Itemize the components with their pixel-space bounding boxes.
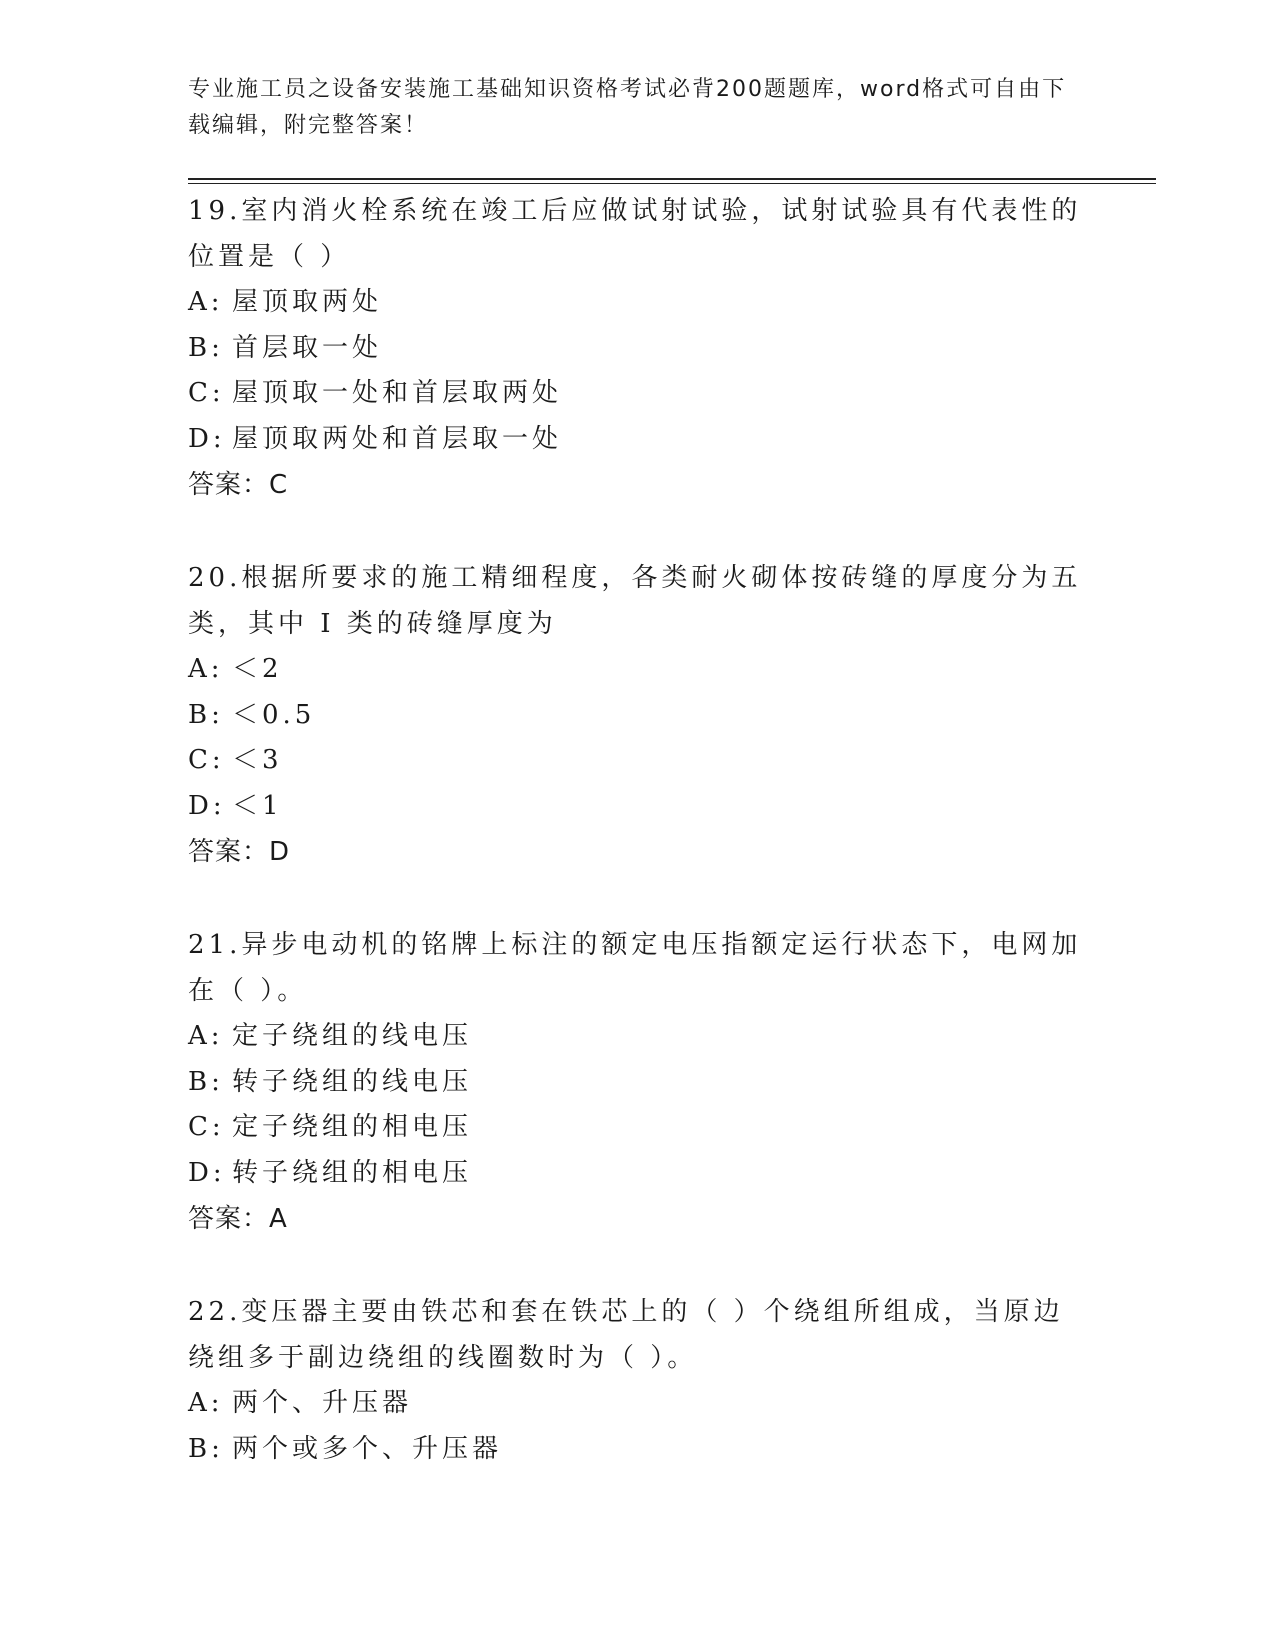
option-b (188, 326, 1088, 372)
option-text: 屋顶取两处和首层取一处 (232, 423, 563, 454)
option-d (188, 417, 1088, 463)
question-21 (188, 922, 1088, 1242)
answer-line: 答案：A (188, 1204, 288, 1234)
option-letter: A: (188, 287, 224, 317)
question-22 (188, 1289, 1088, 1472)
option-text: 屋顶取一处和首层取两处 (232, 378, 563, 408)
option-text: 屋顶取两处 (232, 287, 383, 317)
question-stem: 19.室内消火栓系统在竣工后应做试射试验，试射试验具有代表性的位置是（ ） (188, 196, 1082, 272)
option-letter: B: (188, 1433, 224, 1464)
option-letter: B: (188, 1066, 224, 1097)
option-letter: D: (188, 423, 226, 454)
option-letter: B: (188, 332, 224, 363)
document-header: 专业施工员之设备安装施工基础知识资格考试必背200题题库，word格式可自由下载编辑，附完整答案！ (188, 77, 1067, 138)
question-19 (188, 188, 1088, 508)
question-20 (188, 555, 1088, 875)
option-b (188, 1427, 1088, 1473)
header-rule-thick (188, 178, 1156, 180)
option-text: ＜0.5 (232, 699, 316, 730)
option-c (188, 738, 1088, 784)
option-letter: C: (188, 378, 225, 408)
option-text: 转子绕组的线电压 (232, 1066, 473, 1097)
option-a (188, 647, 1088, 693)
header-rule-thin (188, 183, 1156, 184)
option-letter: A: (188, 1021, 224, 1051)
option-a (188, 1014, 1088, 1060)
option-letter: C: (188, 745, 225, 775)
option-text: ＜3 (232, 745, 283, 775)
answer-line: 答案：D (188, 837, 291, 867)
option-letter: D: (188, 790, 226, 821)
option-text: ＜1 (232, 790, 283, 821)
option-text: 首层取一处 (232, 332, 383, 363)
option-c (188, 371, 1088, 417)
option-d (188, 784, 1088, 830)
question-stem: 21.异步电动机的铭牌上标注的额定电压指额定运行状态下，电网加在（ ）。 (188, 930, 1082, 1006)
option-text: 转子绕组的相电压 (232, 1157, 473, 1188)
option-a (188, 1381, 1088, 1427)
option-text: 定子绕组的相电压 (232, 1112, 473, 1142)
option-text: 两个、升压器 (232, 1388, 413, 1418)
option-text: ＜2 (232, 654, 283, 684)
option-text: 定子绕组的线电压 (232, 1021, 473, 1051)
option-text: 两个或多个、升压器 (232, 1433, 503, 1464)
option-c (188, 1105, 1088, 1151)
option-letter: A: (188, 654, 224, 684)
option-d (188, 1151, 1088, 1197)
question-stem: 22.变压器主要由铁芯和套在铁芯上的（ ）个绕组所组成，当原边绕组多于副边绕组的线圈数时为（ ）。 (188, 1297, 1064, 1373)
answer-line: 答案：C (188, 470, 289, 500)
option-letter: B: (188, 699, 224, 730)
option-a (188, 280, 1088, 326)
option-letter: A: (188, 1388, 224, 1418)
option-b (188, 693, 1088, 739)
question-stem: 20.根据所要求的施工精细程度，各类耐火砌体按砖缝的厚度分为五类，其中 I 类的砖缝厚度为 (188, 563, 1082, 639)
question-list (188, 188, 1088, 1519)
option-letter: D: (188, 1157, 226, 1188)
option-b (188, 1060, 1088, 1106)
option-letter: C: (188, 1112, 225, 1142)
